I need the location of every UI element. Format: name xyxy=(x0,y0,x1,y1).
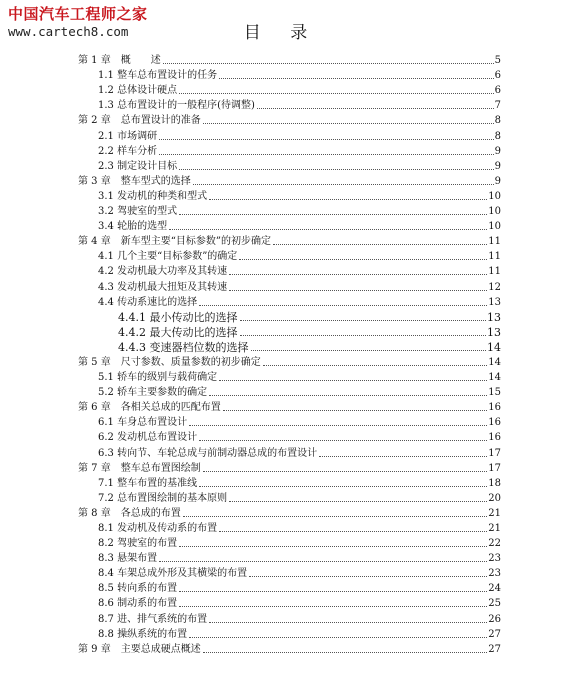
toc-section-row[interactable] xyxy=(78,294,501,309)
dot-leader xyxy=(219,78,494,79)
toc-section-row[interactable] xyxy=(78,490,501,505)
toc-section-row[interactable] xyxy=(78,580,501,595)
dot-leader xyxy=(229,290,487,291)
toc-page-number: 12 xyxy=(488,281,501,293)
toc-entry-label: 8.5 转向系的布置 xyxy=(98,583,178,595)
toc-page-number: 17 xyxy=(488,447,501,459)
toc-entry-label: 4.4.1 最小传动比的选择 xyxy=(118,310,238,324)
toc-page-number: 27 xyxy=(488,628,501,640)
toc-section-row[interactable] xyxy=(78,67,501,82)
toc-chapter-row[interactable] xyxy=(78,641,501,656)
toc-chapter-row[interactable] xyxy=(78,173,501,188)
toc-page-number: 13 xyxy=(487,325,501,339)
toc-chapter-row[interactable] xyxy=(78,399,501,414)
dot-leader xyxy=(199,486,487,487)
toc-entry-label: 8.4 车架总成外形及其横梁的布置 xyxy=(98,568,248,580)
toc-page-number: 10 xyxy=(488,206,501,218)
dot-leader xyxy=(219,380,487,381)
dot-leader xyxy=(239,259,487,260)
dot-leader xyxy=(193,184,494,185)
dot-leader xyxy=(179,214,487,215)
toc-chapter-row[interactable] xyxy=(78,233,501,248)
toc-entry-label: 第 6 章 各相关总成的匹配布置 xyxy=(78,402,221,414)
toc-section-row[interactable] xyxy=(78,535,501,550)
dot-leader xyxy=(219,531,487,532)
toc-section-row[interactable] xyxy=(78,97,501,112)
toc-page-number: 14 xyxy=(487,340,501,354)
toc-chapter-row[interactable] xyxy=(78,112,501,127)
dot-leader xyxy=(199,305,487,306)
toc-page-number: 21 xyxy=(488,507,501,519)
dot-leader xyxy=(209,622,487,623)
toc-entry-label: 第 2 章 总布置设计的准备 xyxy=(78,115,201,127)
toc-section-row[interactable] xyxy=(78,595,501,610)
toc-page-number: 27 xyxy=(488,643,501,655)
toc-entry-label: 1.1 整车总布置设计的任务 xyxy=(98,70,218,82)
toc-entry-label: 第 5 章 尺寸参数、质量参数的初步确定 xyxy=(78,356,261,368)
toc-page-number: 14 xyxy=(488,356,501,368)
toc-page-number: 9 xyxy=(494,160,501,172)
toc-entry-label: 6.2 发动机总布置设计 xyxy=(98,432,198,444)
toc-chapter-row[interactable] xyxy=(78,354,501,369)
toc-page-number: 22 xyxy=(488,538,501,550)
logo-site-url: www.cartech8.com xyxy=(8,24,129,39)
toc-section-row[interactable] xyxy=(78,158,501,173)
toc-section-row[interactable] xyxy=(78,626,501,641)
logo-site-name: 中国汽车工程师之家 xyxy=(8,5,148,23)
toc-page-number: 9 xyxy=(494,175,501,187)
toc-section-row[interactable] xyxy=(78,444,501,459)
toc-section-row[interactable] xyxy=(78,475,501,490)
dot-leader xyxy=(169,229,487,230)
toc-entry-label: 第 9 章 主要总成硬点概述 xyxy=(78,643,201,655)
toc-entry-label: 6.1 车身总布置设计 xyxy=(98,417,188,429)
toc-section-row[interactable] xyxy=(78,520,501,535)
dot-leader xyxy=(179,591,487,592)
toc-entry-label: 1.3 总布置设计的一般程序(待调整) xyxy=(98,100,255,112)
toc-entry-label: 第 3 章 整车型式的选择 xyxy=(78,175,191,187)
toc-page-number: 10 xyxy=(488,221,501,233)
toc-section-row[interactable] xyxy=(78,203,501,218)
toc-page-number: 16 xyxy=(488,432,501,444)
dot-leader xyxy=(203,471,488,472)
toc-entry-label: 第 1 章 概 述 xyxy=(78,55,161,67)
toc-entry-label: 7.1 整车布置的基准线 xyxy=(98,477,198,489)
toc-subsection-row[interactable] xyxy=(78,309,501,324)
dot-leader xyxy=(179,169,494,170)
toc-entry-label: 2.1 市场调研 xyxy=(98,130,158,142)
toc-entry-label: 4.4.3 变速器档位数的选择 xyxy=(118,340,249,354)
dot-leader xyxy=(179,93,494,94)
toc-entry-label: 7.2 总布置图绘制的基本原则 xyxy=(98,492,228,504)
toc-chapter-row[interactable] xyxy=(78,505,501,520)
toc-page-number: 6 xyxy=(494,70,501,82)
toc-entry-label: 第 7 章 整车总布置图绘制 xyxy=(78,462,201,474)
toc-chapter-row[interactable] xyxy=(78,52,501,67)
toc-entry-label: 8.1 发动机及传动系的布置 xyxy=(98,523,218,534)
toc-entry-label: 2.2 样车分析 xyxy=(98,145,158,157)
toc-page-number: 18 xyxy=(488,477,501,489)
toc-page-number: 17 xyxy=(488,462,501,474)
toc-section-row[interactable] xyxy=(78,127,501,142)
toc-section-row[interactable] xyxy=(78,263,501,278)
toc-page-number: 6 xyxy=(494,85,501,97)
toc-entry-label: 第 8 章 各总成的布置 xyxy=(78,507,181,519)
toc-page-number: 13 xyxy=(487,310,501,324)
page-title: 目 录 xyxy=(243,23,320,43)
dot-leader xyxy=(229,274,487,275)
dot-leader xyxy=(163,63,494,64)
dot-leader xyxy=(183,516,488,517)
toc-page-number: 21 xyxy=(488,523,501,534)
dot-leader xyxy=(249,576,487,577)
toc-entry-label: 4.3 发动机最大扭矩及其转速 xyxy=(98,281,228,293)
toc-entry-label: 8.7 进、排气系统的布置 xyxy=(98,613,208,625)
toc-page-number: 26 xyxy=(488,613,501,625)
toc-section-row[interactable] xyxy=(78,143,501,158)
toc-page-number: 24 xyxy=(488,583,501,595)
dot-leader xyxy=(240,320,487,321)
toc-entry-label: 5.2 轿车主要参数的确定 xyxy=(98,387,208,399)
toc-section-row[interactable] xyxy=(78,414,501,429)
dot-leader xyxy=(179,606,487,607)
dot-leader xyxy=(203,652,488,653)
toc-page-number: 23 xyxy=(488,553,501,565)
dot-leader xyxy=(263,365,488,366)
toc-page-number: 16 xyxy=(488,417,501,429)
toc-subsection-row[interactable] xyxy=(78,324,501,339)
dot-leader xyxy=(251,350,487,351)
toc-entry-label: 2.3 制定设计目标 xyxy=(98,160,178,172)
toc-page-number: 8 xyxy=(494,115,501,127)
dot-leader xyxy=(223,410,488,411)
toc-section-row[interactable] xyxy=(78,82,501,97)
toc-page-number: 25 xyxy=(488,598,501,610)
toc-entry-label: 6.3 转向节、车轮总成与前制动器总成的布置设计 xyxy=(98,447,318,459)
toc-page-number: 11 xyxy=(488,251,501,263)
toc-section-row[interactable] xyxy=(78,550,501,565)
toc-page-number: 11 xyxy=(488,266,501,278)
toc-entry-label: 3.1 发动机的种类和型式 xyxy=(98,190,208,202)
toc-page-number: 8 xyxy=(494,130,501,142)
toc-subsection-row[interactable] xyxy=(78,339,501,354)
dot-leader xyxy=(319,456,487,457)
toc-section-row[interactable] xyxy=(78,248,501,263)
toc-page-number: 14 xyxy=(488,372,501,384)
toc-entry-label: 8.3 悬架布置 xyxy=(98,553,158,565)
dot-leader xyxy=(189,637,487,638)
dot-leader xyxy=(199,440,487,441)
dot-leader xyxy=(209,199,487,200)
toc-entry-label: 8.2 驾驶室的布置 xyxy=(98,538,178,550)
dot-leader xyxy=(179,546,487,547)
toc-section-row[interactable] xyxy=(78,369,501,384)
toc-page-number: 10 xyxy=(488,190,501,202)
toc-section-row[interactable] xyxy=(78,218,501,233)
toc-section-row[interactable] xyxy=(78,278,501,293)
dot-leader xyxy=(209,395,487,396)
toc-page-number: 5 xyxy=(494,55,501,67)
toc-section-row[interactable] xyxy=(78,188,501,203)
toc-page-number: 20 xyxy=(488,492,501,504)
toc-section-row[interactable] xyxy=(78,565,501,580)
toc-entry-label: 3.4 轮胎的选型 xyxy=(98,221,168,233)
dot-leader xyxy=(273,244,487,245)
dot-leader xyxy=(257,108,494,109)
toc-entry-label: 4.2 发动机最大功率及其转速 xyxy=(98,266,228,278)
toc-entry-label: 4.1 几个主要“目标参数”的确定 xyxy=(98,251,238,263)
toc-page-number: 16 xyxy=(488,402,501,414)
toc-page-number: 13 xyxy=(488,296,501,308)
dot-leader xyxy=(159,139,494,140)
dot-leader xyxy=(229,501,487,502)
toc-page-number: 9 xyxy=(494,145,501,157)
toc-entry-label: 4.4 传动系速比的选择 xyxy=(98,296,198,308)
toc-page-number: 7 xyxy=(494,100,501,112)
toc-section-row[interactable] xyxy=(78,429,501,444)
toc-section-row[interactable] xyxy=(78,610,501,625)
toc-page-number: 11 xyxy=(488,236,501,248)
toc-entry-label: 4.4.2 最大传动比的选择 xyxy=(118,325,238,339)
toc-entry-label: 3.2 驾驶室的型式 xyxy=(98,206,178,218)
toc-entry-label: 1.2 总体设计硬点 xyxy=(98,85,178,97)
toc-entry-label: 8.6 制动系的布置 xyxy=(98,598,178,610)
dot-leader xyxy=(159,561,487,562)
toc-entry-label: 5.1 轿车的级别与载荷确定 xyxy=(98,372,218,384)
toc-entry-label: 第 4 章 新车型主要“目标参数”的初步确定 xyxy=(78,236,271,248)
dot-leader xyxy=(159,154,494,155)
dot-leader xyxy=(203,123,494,124)
dot-leader xyxy=(189,425,487,426)
table-of-contents xyxy=(78,52,501,656)
toc-entry-label: 8.8 操纵系统的布置 xyxy=(98,628,188,640)
toc-chapter-row[interactable] xyxy=(78,460,501,475)
toc-page-number: 15 xyxy=(488,387,501,399)
toc-page-number: 23 xyxy=(488,568,501,580)
dot-leader xyxy=(240,335,487,336)
toc-section-row[interactable] xyxy=(78,384,501,399)
